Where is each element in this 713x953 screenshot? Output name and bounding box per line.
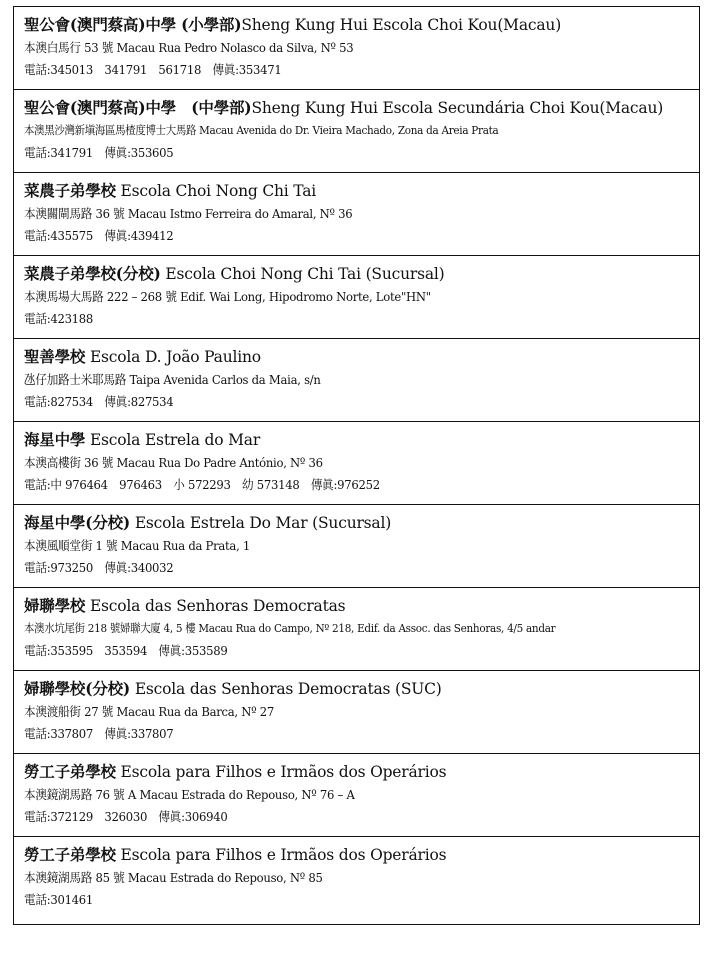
school-entry — [14, 754, 699, 837]
school-address: 本澳白馬行 53 號 Macau Rua Pedro Nolasco da Silva, Nº 53 — [24, 40, 354, 55]
school-name-chinese: 海星中學(分校) — [24, 513, 131, 532]
school-entry — [14, 588, 699, 671]
school-name-portuguese: Escola Estrela do Mar — [89, 431, 261, 449]
school-phone: 電話:301461 — [24, 892, 94, 907]
school-entry — [14, 837, 699, 924]
school-address: 氹仔加路士米耶馬路 Taipa Avenida Carlos da Maia, s/n — [24, 372, 321, 387]
school-name-portuguese: Sheng Kung Hui Escola Choi Kou(Macau) — [241, 16, 562, 34]
school-name — [24, 760, 699, 784]
school-entry — [14, 505, 699, 588]
school-entry — [14, 7, 699, 90]
school-name-chinese: 婦聯學校 — [24, 596, 86, 615]
school-name-chinese: 勞工子弟學校 — [24, 845, 116, 864]
school-phone: 電話:341791 傳眞:353605 — [24, 145, 174, 160]
school-name-portuguese: Escola para Filhos e Irmãos dos Operários — [120, 846, 447, 864]
school-entry — [14, 173, 699, 256]
school-name — [24, 96, 699, 120]
school-name-chinese: 聖善學校 — [24, 347, 86, 366]
school-phone: 電話:345013 341791 561718 傳眞:353471 — [24, 62, 282, 77]
school-name — [24, 428, 699, 452]
school-entry — [14, 256, 699, 339]
school-name-portuguese: Escola Choi Nong Chi Tai (Sucursal) — [165, 265, 445, 283]
school-phone: 電話:中 976464 976463 小 572293 幼 573148 傳眞:976252 — [24, 477, 380, 492]
school-address: 本澳渡船街 27 號 Macau Rua da Barca, Nº 27 — [24, 704, 274, 719]
school-name-portuguese: Escola para Filhos e Irmãos dos Operários — [120, 763, 447, 781]
school-address: 本澳關閘馬路 36 號 Macau Istmo Ferreira do Amaral, Nº 36 — [24, 206, 353, 221]
school-name — [24, 13, 699, 37]
school-name-portuguese: Escola Choi Nong Chi Tai — [120, 182, 316, 200]
school-phone: 電話:423188 — [24, 311, 94, 326]
school-name-chinese: 聖公會(澳門蔡高)中學 (小學部) — [24, 15, 242, 34]
school-name — [24, 677, 699, 701]
school-name — [24, 262, 699, 286]
school-entry — [14, 339, 699, 422]
school-name-portuguese: Escola das Senhoras Democratas (SUC) — [134, 680, 442, 698]
school-name-chinese: 海星中學 — [24, 430, 86, 449]
school-directory-table — [13, 6, 700, 925]
school-name-portuguese: Escola D. João Paulino — [89, 348, 261, 366]
school-name-portuguese: Escola Estrela Do Mar (Sucursal) — [134, 514, 392, 532]
school-address: 本澳水坑尾街 218 號婦聯大廈 4, 5 樓 Macau Rua do Campo, Nº 218, Edif. da Assoc. das Senhoras, 4/5 andar — [24, 622, 556, 635]
school-entry — [14, 90, 699, 173]
school-entry — [14, 671, 699, 754]
school-name — [24, 345, 699, 369]
school-phone: 電話:337807 傳眞:337807 — [24, 726, 174, 741]
school-name — [24, 843, 699, 867]
school-name-chinese: 勞工子弟學校 — [24, 762, 116, 781]
school-name-chinese: 菜農子弟學校 — [24, 181, 116, 200]
school-address: 本澳風順堂街 1 號 Macau Rua da Prata, 1 — [24, 538, 251, 553]
school-phone: 電話:827534 傳眞:827534 — [24, 394, 174, 409]
school-name-chinese: 婦聯學校(分校) — [24, 679, 131, 698]
school-address: 本澳黑沙灣新塡海區馬楂度博士大馬路 Macau Avenida do Dr. Vieira Machado, Zona da Areia Prata — [24, 124, 499, 137]
school-name — [24, 511, 699, 535]
school-address: 本澳鏡湖馬路 85 號 Macau Estrada do Repouso, Nº 85 — [24, 870, 323, 885]
school-address: 本澳高樓街 36 號 Macau Rua Do Padre António, Nº 36 — [24, 455, 323, 470]
school-name — [24, 594, 699, 618]
school-address: 本澳鏡湖馬路 76 號 A Macau Estrada do Repouso, Nº 76 – A — [24, 787, 355, 802]
school-name — [24, 179, 699, 203]
school-name-chinese: 聖公會(澳門蔡高)中學 (中學部) — [24, 98, 252, 117]
school-entry — [14, 422, 699, 505]
school-phone: 電話:973250 傳眞:340032 — [24, 560, 174, 575]
school-phone: 電話:435575 傳眞:439412 — [24, 228, 174, 243]
school-name-chinese: 菜農子弟學校(分校) — [24, 264, 161, 283]
school-name-portuguese: Sheng Kung Hui Escola Secundária Choi Kou(Macau) — [251, 99, 664, 117]
school-phone: 電話:372129 326030 傳眞:306940 — [24, 809, 228, 824]
school-address: 本澳馬場大馬路 222 – 268 號 Edif. Wai Long, Hipodromo Norte, Lote"HN" — [24, 289, 431, 304]
school-phone: 電話:353595 353594 傳眞:353589 — [24, 643, 228, 658]
school-name-portuguese: Escola das Senhoras Democratas — [89, 597, 346, 615]
